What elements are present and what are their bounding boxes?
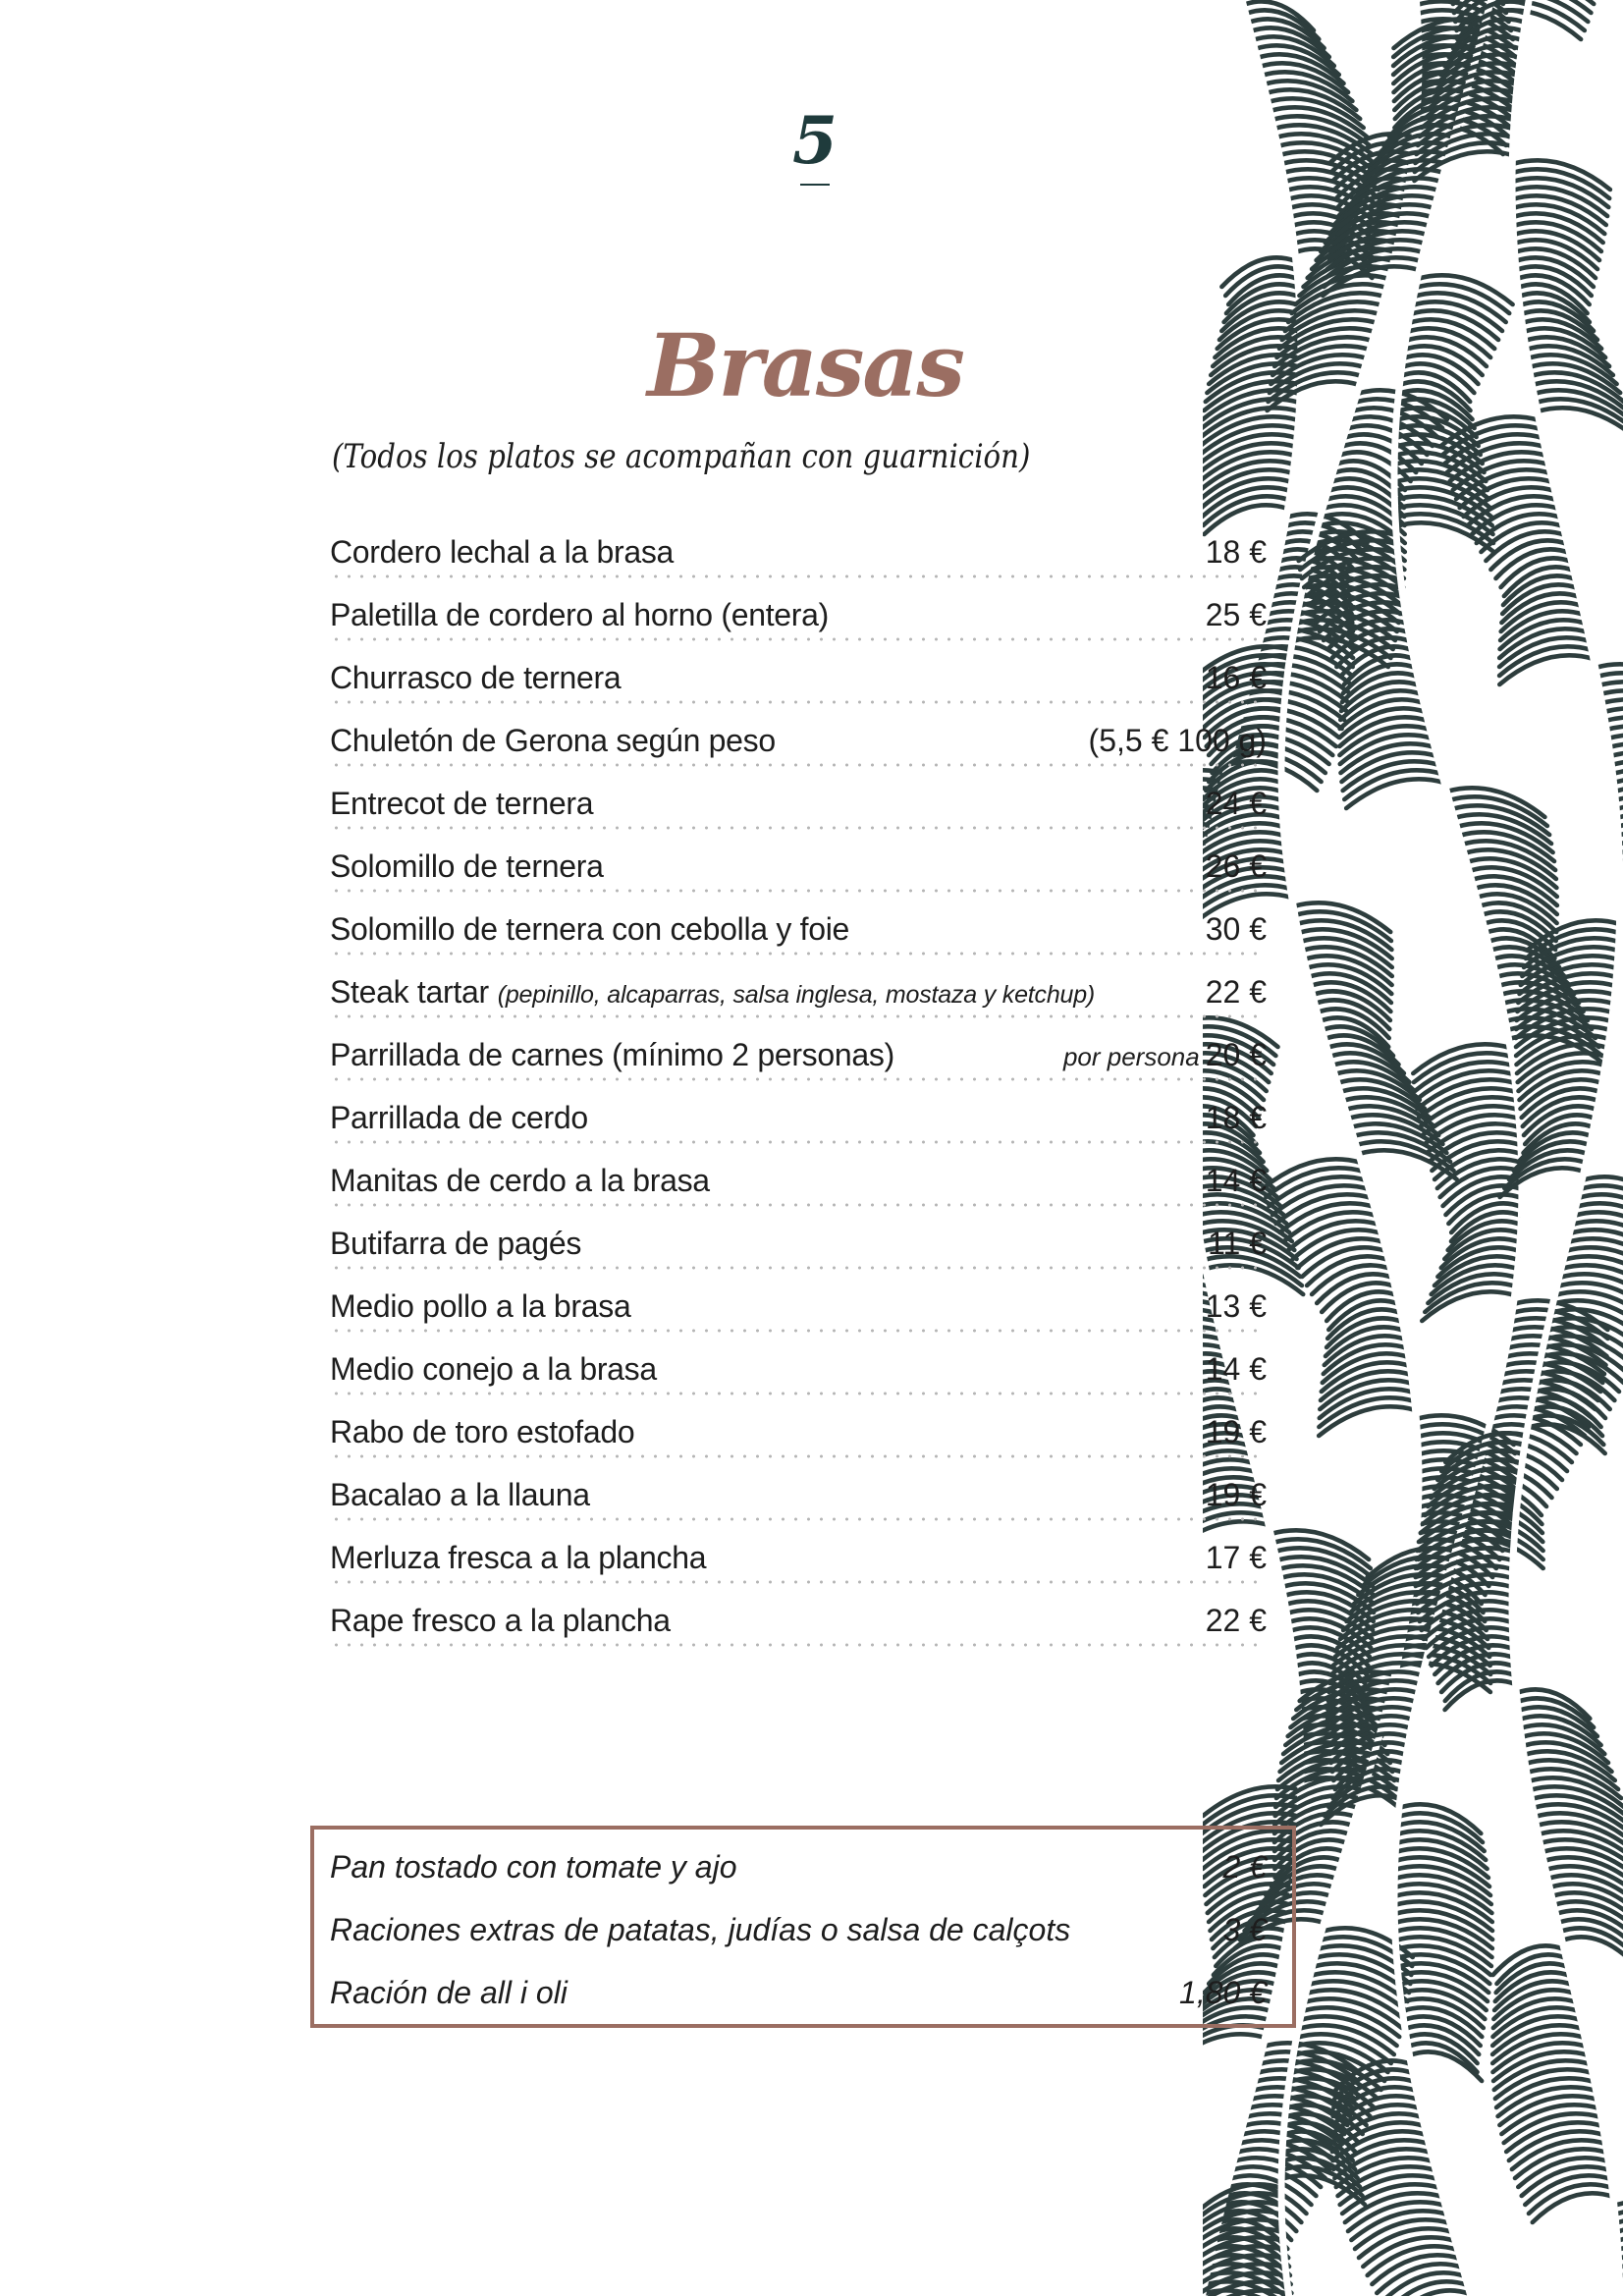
- menu-item: [330, 520, 1267, 583]
- item-name: Cordero lechal a la brasa: [330, 534, 675, 570]
- item-name: Bacalao a la llauna: [330, 1477, 590, 1512]
- menu-item: [330, 1149, 1267, 1212]
- leaf-stroke: [1319, 1406, 1416, 1436]
- extra-price: 2 €: [1222, 1848, 1267, 1885]
- leaf-stroke: [1553, 1901, 1623, 1931]
- menu-item: [330, 1338, 1267, 1400]
- item-price: 26 €: [1205, 848, 1267, 884]
- leaf-stroke: [1405, 2025, 1479, 2054]
- leaf-stroke: [1513, 231, 1599, 260]
- leaf-stroke: [1556, 1910, 1623, 1940]
- menu-item: [330, 1526, 1267, 1589]
- item-name: Parrillada de carnes (mínimo 2 personas): [330, 1037, 894, 1072]
- extra-price: 1,80 €: [1179, 1974, 1267, 2010]
- leaf-stroke: [1499, 655, 1594, 684]
- item-name: Parrillada de cerdo: [330, 1100, 588, 1135]
- leaf-stroke: [1499, 637, 1590, 667]
- item-price: 11 €: [1208, 1226, 1267, 1261]
- item-name: Solomillo de ternera con cebolla y foie: [330, 911, 850, 947]
- leaf-stroke: [1346, 779, 1444, 808]
- leaf-stroke: [1512, 204, 1604, 234]
- item-name: Solomillo de ternera: [330, 848, 604, 884]
- item-name: Steak tartar: [330, 974, 489, 1010]
- leaf-stroke: [1521, 1079, 1602, 1109]
- leaf-stroke: [1562, 1937, 1623, 1966]
- item-price: 16 €: [1205, 660, 1267, 695]
- item-price: 19 €: [1205, 1414, 1267, 1449]
- item-name: Medio conejo a la brasa: [330, 1351, 657, 1387]
- item-price: 25 €: [1205, 597, 1267, 632]
- page-number: 5: [792, 102, 838, 179]
- leaf-stroke: [1549, 1884, 1623, 1913]
- menu-item: [330, 772, 1267, 835]
- extra-name: Pan tostado con tomate y ajo: [330, 1848, 737, 1885]
- menu-item: [330, 1212, 1267, 1275]
- leaf-stroke: [1514, 240, 1597, 269]
- item-price: 22 €: [1205, 1603, 1267, 1638]
- item-name: Manitas de cerdo a la brasa: [330, 1163, 710, 1198]
- item-name: Chuletón de Gerona según peso: [330, 723, 776, 758]
- menu-item: [330, 709, 1267, 772]
- extra-item: [330, 1961, 1267, 2024]
- leaf-stroke: [1394, 1910, 1492, 1940]
- extras-list: [330, 1835, 1267, 2024]
- leaf-stroke: [1203, 0, 1236, 4]
- leaf-stroke: [1402, 2007, 1482, 2037]
- item-price: 14 €: [1205, 1351, 1267, 1387]
- menu-item: [330, 960, 1267, 1023]
- item-name: Paletilla de cordero al horno (entera): [330, 597, 830, 632]
- item-price: 22 €: [1205, 974, 1267, 1010]
- extra-price: 3 €: [1222, 1911, 1267, 1947]
- leaf-stroke: [1401, 1998, 1484, 2028]
- leaf-stroke: [1415, 151, 1513, 181]
- menu-item: [330, 1463, 1267, 1526]
- leaf-stroke: [1513, 222, 1601, 251]
- leaf-stroke: [1551, 1892, 1623, 1922]
- extra-name: Raciones extras de patatas, judías o salsa de calçots: [330, 1911, 1071, 1947]
- section-title: Brasas: [647, 313, 963, 416]
- leaf-stroke: [1394, 1919, 1492, 1948]
- leaf-stroke: [1515, 248, 1596, 278]
- leaf-stroke: [1520, 1070, 1604, 1100]
- menu-item: [330, 1086, 1267, 1149]
- leaf-stroke: [1522, 1088, 1600, 1118]
- leaf-stroke: [1400, 1990, 1485, 2019]
- extra-item: [330, 1898, 1267, 1961]
- menu-item: [330, 1023, 1267, 1086]
- leaf-stroke: [1396, 1945, 1490, 1975]
- leaf-stroke: [1519, 1062, 1605, 1091]
- page-number-underline: [800, 184, 830, 186]
- leaf-stroke: [1533, 2193, 1613, 2222]
- item-price: 14 €: [1205, 1163, 1267, 1198]
- item-description: (pepinillo, alcaparras, salsa inglesa, mostaza y ketchup): [497, 981, 1096, 1009]
- leaf-stroke: [1512, 187, 1607, 216]
- leaf-stroke: [1458, 1539, 1543, 1568]
- leaf-stroke: [1203, 0, 1239, 13]
- item-name: Medio pollo a la brasa: [330, 1288, 631, 1324]
- item-name: Butifarra de pagés: [330, 1226, 582, 1261]
- leaf-stroke: [1558, 1919, 1623, 1948]
- leaf-stroke: [1396, 1954, 1489, 1984]
- item-price: 13 €: [1205, 1288, 1267, 1324]
- leaf-stroke: [1445, 1680, 1516, 1710]
- leaf-stroke: [1512, 178, 1608, 207]
- item-price: 18 €: [1205, 1100, 1267, 1135]
- item-price: 24 €: [1205, 786, 1267, 821]
- leaf-stroke: [1399, 1981, 1487, 2010]
- leaf-stroke: [1560, 1928, 1623, 1957]
- leaf-stroke: [1523, 1097, 1599, 1126]
- menu-item: [330, 835, 1267, 898]
- price-unit-note: por persona: [1062, 1042, 1200, 1071]
- item-price: 17 €: [1205, 1540, 1267, 1575]
- item-name: Churrasco de ternera: [330, 660, 622, 695]
- menu-item: [330, 1275, 1267, 1338]
- leaf-stroke: [1203, 0, 1241, 22]
- leaf-stroke: [1524, 1106, 1597, 1135]
- leaf-stroke: [1512, 160, 1610, 190]
- menu-list: [330, 520, 1267, 1652]
- leaf-stroke: [1404, 2016, 1481, 2046]
- extra-name: Ración de all i oli: [330, 1974, 568, 2010]
- item-name: Rape fresco a la plancha: [330, 1603, 671, 1638]
- menu-item: [330, 583, 1267, 646]
- leaf-stroke: [1512, 195, 1606, 225]
- leaf-stroke: [1512, 169, 1609, 198]
- menu-item: [330, 1589, 1267, 1652]
- menu-item: [330, 1400, 1267, 1463]
- item-name: Rabo de toro estofado: [330, 1414, 635, 1449]
- item-price: 30 €: [1205, 911, 1267, 947]
- leaf-stroke: [1513, 213, 1603, 243]
- item-price: 18 €: [1205, 534, 1267, 570]
- item-name: Entrecot de ternera: [330, 786, 594, 821]
- item-name: Merluza fresca a la plancha: [330, 1540, 707, 1575]
- menu-item: [330, 646, 1267, 709]
- menu-item: [330, 898, 1267, 960]
- item-price: 20 €: [1205, 1037, 1267, 1072]
- section-subtitle: (Todos los platos se acompañan con guarnición): [332, 437, 1031, 476]
- item-price: (5,5 € 100 g): [1088, 723, 1267, 758]
- leaf-stroke: [1203, 2034, 1266, 2063]
- item-price: 19 €: [1205, 1477, 1267, 1512]
- extra-item: [330, 1835, 1267, 1898]
